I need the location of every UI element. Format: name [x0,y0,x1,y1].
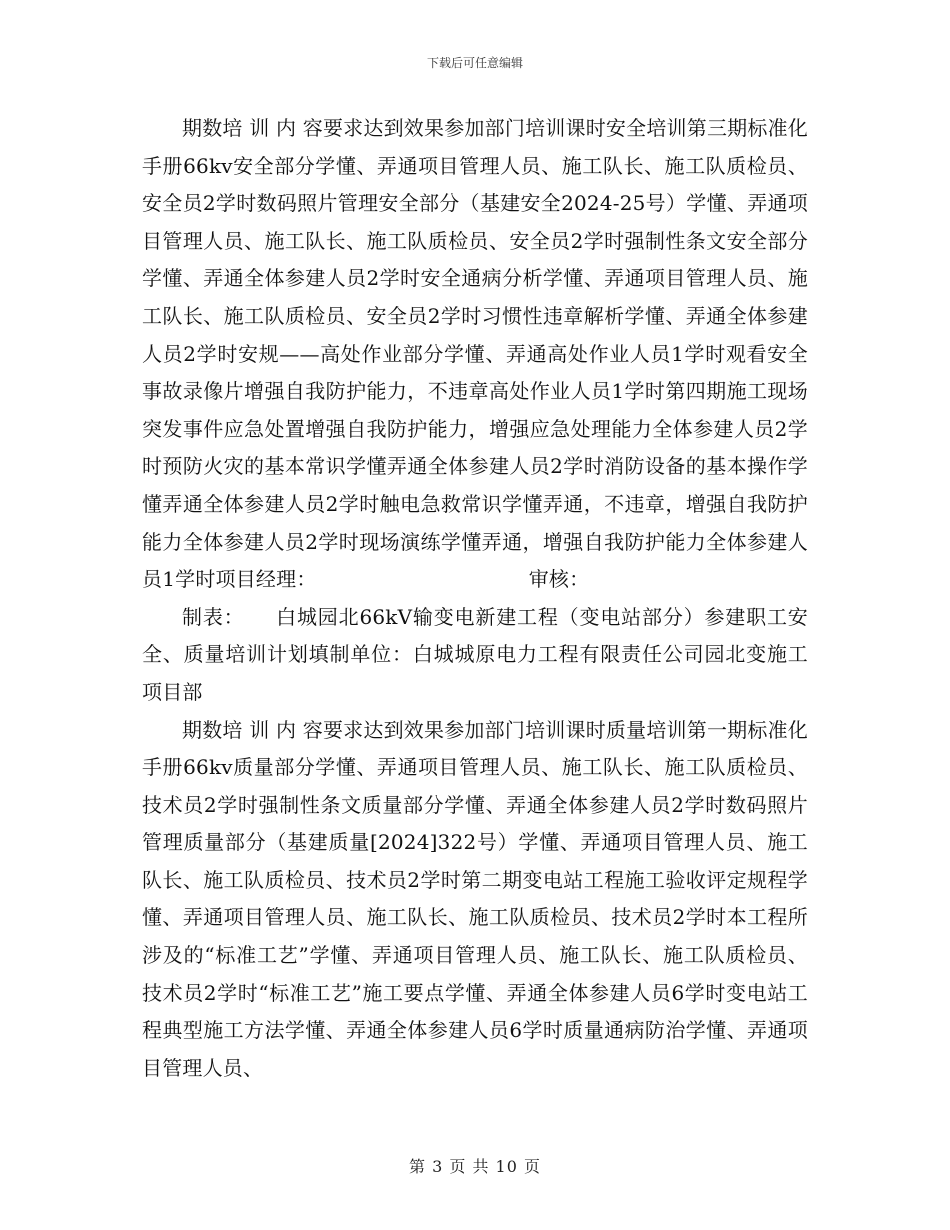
paragraph-table-maker: 制表： 白城园北66kV输变电新建工程（变电站部分）参建职工安全、质量培训计划填制单位：白城城原电力工程有限责任公司园北变施工项目部 [142,604,808,704]
paragraph-safety-training: 期数培 训 内 容要求达到效果参加部门培训课时安全培训第三期标准化手册66kv安全部分学懂、弄通项目管理人员、施工队长、施工队质检员、安全员2学时数码照片管理安全部分（基建安全2024-25号）学懂、弄通项目管理人员、施工队长、施工队质检员、安全员2学时强制性条文安全部分学懂、弄通全体参建人员2学时安全通病分析学懂、弄通项目管理人员、施工队长、施工队质检员、安全员2学时习惯性违章解析学懂、弄通全体参建人员2学时安规——高处作业部分学懂、弄通高处作业人员1学时观看安全事故录像片增强自我防护能力，不违章高处作业人员1学时第四期施工现场突发事件应急处置增强自我防护能力，增强应急处理能力全体参建人员2学时预防火灾的基本常识学懂弄通全体参建人员2学时消防设备的基本操作学懂弄通全体参建人员2学时触电急救常识学懂弄通，不违章，增强自我防护能力全体参建人员2学时现场演练学懂弄通，增强自我防护能力全体参建人员1学时项目经理： 审核： [142,116,808,592]
page-header: 下载后可任意编辑 [426,56,523,70]
document-body [142,110,808,1087]
page-footer: 第 3 页 共 10 页 [409,1157,541,1176]
paragraph-quality-training: 期数培 训 内 容要求达到效果参加部门培训课时质量培训第一期标准化手册66kv质量部分学懂、弄通项目管理人员、施工队长、施工队质检员、技术员2学时强制性条文质量部分学懂、弄通全体参建人员2学时数码照片管理质量部分（基建质量[2024]322号）学懂、弄通项目管理人员、施工队长、施工队质检员、技术员2学时第二期变电站工程施工验收评定规程学懂、弄通项目管理人员、施工队长、施工队质检员、技术员2学时本工程所涉及的“标准工艺”学懂、弄通项目管理人员、施工队长、施工队质检员、技术员2学时“标准工艺”施工要点学懂、弄通全体参建人员6学时变电站工程典型施工方法学懂、弄通全体参建人员6学时质量通病防治学懂、弄通项目管理人员、 [142,717,808,1080]
